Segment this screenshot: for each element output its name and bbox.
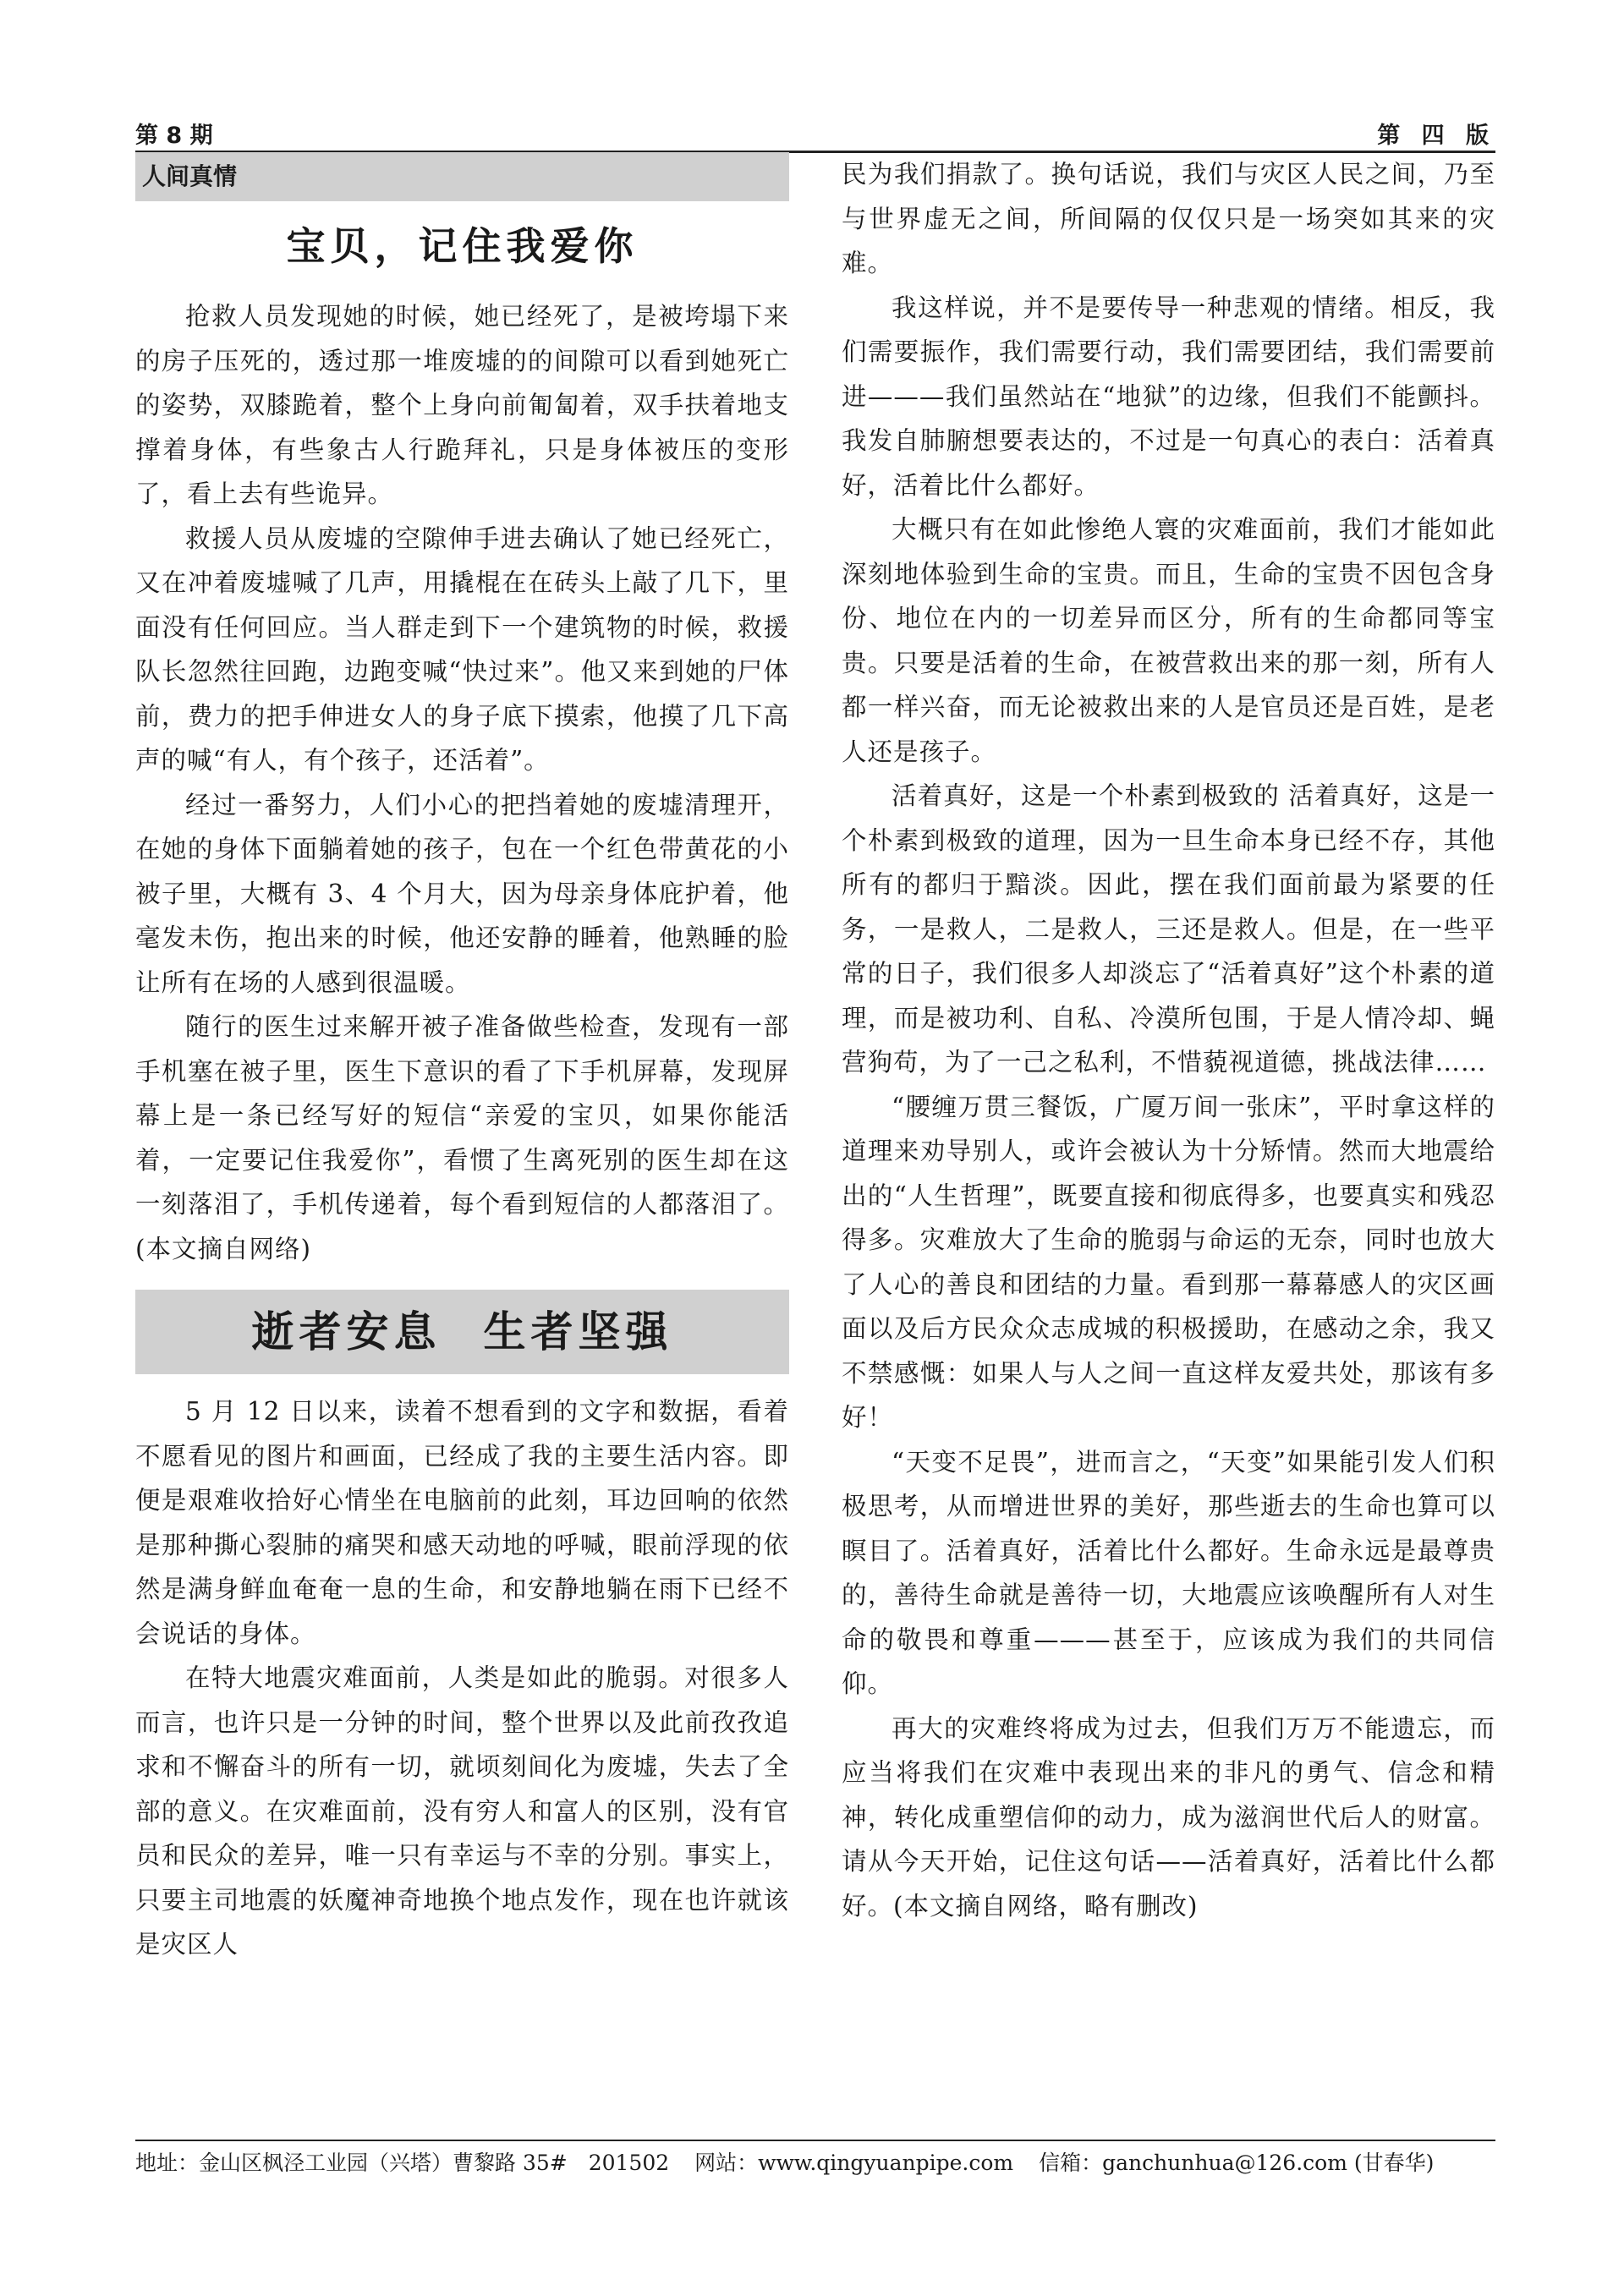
- footer-website: 网站：www.qingyuanpipe.com: [694, 2151, 1014, 2175]
- footer-email: 信箱：ganchunhua@126.com (甘春华): [1039, 2151, 1435, 2175]
- right-column: [842, 152, 1495, 1928]
- article1-paragraph-2: 救援人员从废墟的空隙伸手进去确认了她已经死亡，又在冲着废墟喊了几声，用撬棍在在砖头上敲了几下，里面没有任何回应。当人群走到下一个建筑物的时候，救援队长忽然往回跑，边跑变喊“快过来”。他又来到她的尸体前，费力的把手伸进女人的身子底下摸索，他摸了几下高声的喊“有人，有个孩子，还活着”。: [135, 523, 789, 775]
- article1-title: 宝贝，记住我爱你: [286, 223, 639, 269]
- article2-title: [135, 1290, 789, 1374]
- article2-paragraph-1: 5 月 12 日以来，读着不想看到的文字和数据，看着不愿看见的图片和画面，已经成了我的主要生活内容。即便是艰难收拾好心情坐在电脑前的此刻，耳边回响的依然是那种撕心裂肺的痛哭和感天动地的呼喊，眼前浮现的依然是满身鲜血奄奄一息的生命，和安静地躺在雨下已经不会说话的身体。: [135, 1397, 789, 1648]
- article2-title-part1: 逝者安息: [251, 1307, 442, 1356]
- article2-title-part2: 生者坚强: [483, 1307, 673, 1356]
- page-footer: [135, 2146, 1495, 2180]
- article2-paragraph-2: 在特大地震灾难面前，人类是如此的脆弱。对很多人而言，也许只是一分钟的时间，整个世界以及此前孜孜追求和不懈奋斗的所有一切，就顷刻间化为废墟，失去了全部的意义。在灾难面前，没有穷人和富人的区别，没有官员和民众的差异，唯一只有幸运与不幸的分别。事实上，只要主司地震的妖魔神奇地换个地点发作，现在也许就该是灾区人: [135, 1663, 789, 1959]
- section-label: 人间真情: [135, 152, 789, 201]
- right-paragraph-5: “腰缠万贯三餐饭，广厦万间一张床”，平时拿这样的道理来劝导别人，或许会被认为十分矫情。然而大地震给出的“人生哲理”，既要直接和彻底得多，也要真实和残忍得多。灾难放大了生命的脆弱与命运的无奈，同时也放大了人心的善良和团结的力量。看到那一幕幕感人的灾区画面以及后方民众众志成城的积极援助，在感动之余，我又不禁感慨：如果人与人之间一直这样友爱共处，那该有多好！: [842, 1092, 1495, 1432]
- left-column: [135, 152, 789, 1967]
- edition-label: 第 四 版: [1377, 123, 1495, 149]
- article1-paragraph-1: 抢救人员发现她的时候，她已经死了，是被垮塌下来的房子压死的，透过那一堆废墟的的间隙可以看到她死亡的姿势，双膝跪着，整个上身向前匍匐着，双手扶着地支撑着身体，有些象古人行跪拜礼，只是身体被压的变形了，看上去有些诡异。: [135, 302, 789, 508]
- footer-address: 地址：金山区枫泾工业园（兴塔）曹黎路 35# 201502: [135, 2151, 670, 2175]
- footer-rule: [135, 2140, 1495, 2141]
- right-paragraph-2: 我这样说，并不是要传导一种悲观的情绪。相反，我们需要振作，我们需要行动，我们需要团结，我们需要前进———我们虽然站在“地狱”的边缘，但我们不能颤抖。我发自肺腑想要表达的，不过是一句真心的表白：活着真好，活着比什么都好。: [842, 293, 1495, 500]
- article1-paragraph-3: 经过一番努力，人们小心的把挡着她的废墟清理开，在她的身体下面躺着她的孩子，包在一个红色带黄花的小被子里，大概有 3、4 个月大，因为母亲身体庇护着，他毫发未伤，抱出来的时候，他还安静的睡着，他熟睡的脸让所有在场的人感到很温暖。: [135, 790, 789, 997]
- right-paragraph-4: 活着真好，这是一个朴素到极致的 活着真好，这是一个朴素到极致的道理，因为一旦生命本身已经不存，其他所有的都归于黯淡。因此，摆在我们面前最为紧要的任务，一是救人，二是救人，三还是救人。但是，在一些平常的日子，我们很多人却淡忘了“活着真好”这个朴素的道理，而是被功利、自私、冷漠所包围，于是人情冷却、蝇营狗苟，为了一己之私利，不惜藐视道德，挑战法律……: [842, 781, 1495, 1077]
- right-paragraph-6: “天变不足畏”，进而言之，“天变”如果能引发人们积极思考，从而增进世界的美好，那些逝去的生命也算可以瞑目了。活着真好，活着比什么都好。生命永远是最尊贵的，善待生命就是善待一切，大地震应该唤醒所有人对生命的敬畏和尊重———甚至于，应该成为我们的共同信仰。: [842, 1447, 1495, 1698]
- issue-number: 第 8 期: [135, 123, 213, 149]
- right-paragraph-1: 民为我们捐款了。换句话说，我们与灾区人民之间，乃至与世界虚无之间，所间隔的仅仅只是一场突如其来的灾难。: [842, 160, 1495, 277]
- page-header: [135, 117, 1495, 151]
- article1-paragraph-4: 随行的医生过来解开被子准备做些检查，发现有一部手机塞在被子里，医生下意识的看了下手机屏幕，发现屏幕上是一条已经写好的短信“亲爱的宝贝，如果你能活着，一定要记住我爱你”，看惯了生离死别的医生却在这一刻落泪了，手机传递着，每个看到短信的人都落泪了。(本文摘自网络): [135, 1012, 789, 1263]
- right-paragraph-3: 大概只有在如此惨绝人寰的灾难面前，我们才能如此深刻地体验到生命的宝贵。而且，生命的宝贵不因包含身份、地位在内的一切差异而区分，所有的生命都同等宝贵。只要是活着的生命，在被营救出来的那一刻，所有人都一样兴奋，而无论被救出来的人是官员还是百姓，是老人还是孩子。: [842, 515, 1495, 766]
- right-paragraph-7: 再大的灾难终将成为过去，但我们万万不能遗忘，而应当将我们在灾难中表现出来的非凡的勇气、信念和精神，转化成重塑信仰的动力，成为滋润世代后人的财富。请从今天开始，记住这句话——活着真好，活着比什么都好。(本文摘自网络，略有删改): [842, 1713, 1495, 1921]
